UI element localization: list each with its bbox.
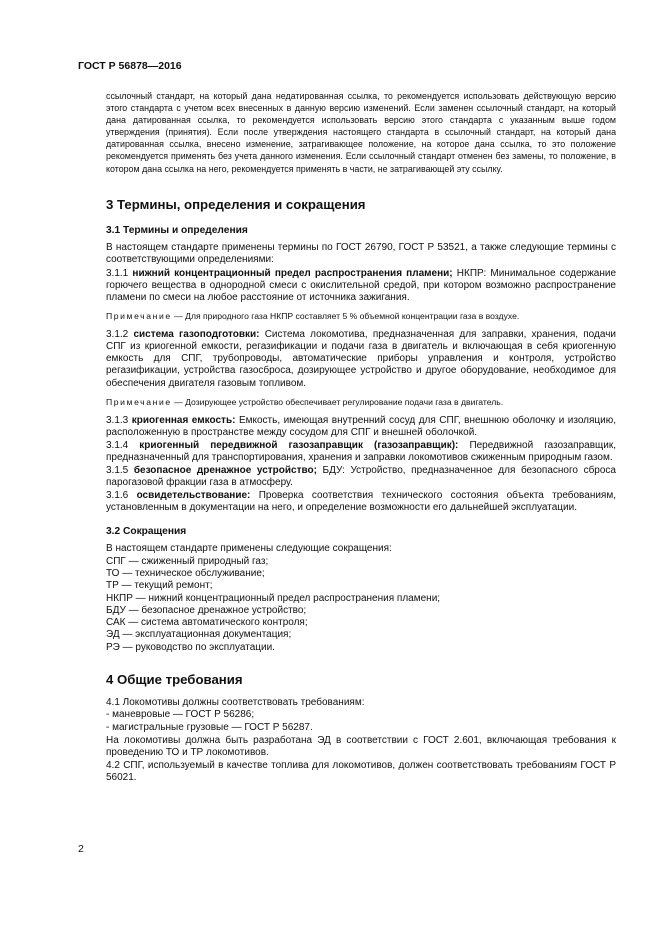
term-3-1-1: 3.1.1 нижний концентрационный предел распространения пламени; НКПР: Минимальное содержание горючего вещества в однородной смеси с окислительной средой, при котором возможно распространение пламени по смеси на любое расстояние от источника зажигания. — [106, 267, 617, 304]
abbreviation-item: ТР — текущий ремонт; — [106, 580, 213, 592]
page-number: 2 — [78, 843, 84, 855]
note-1: Примечание — Для природного газа НКПР составляет 5 % объемной концентрации газа в воздухе. — [106, 311, 520, 322]
terms-intro-paragraph: В настоящем стандарте применены термины по ГОСТ 26790, ГОСТ Р 53521, а также следующие термины с соответствующими определениями: — [106, 241, 616, 265]
subsection-3-1-title: 3.1 Термины и определения — [106, 224, 248, 236]
section-3-title: 3 Термины, определения и сокращения — [106, 196, 366, 212]
req-4-2: 4.2 СПГ, используемый в качестве топлива для локомотивов, должен соответствовать требованиям ГОСТ Р 56021. — [106, 760, 616, 784]
intro-paragraph: ссылочный стандарт, на который дана недатированная ссылка, то рекомендуется использовать действующую версию этого стандарта с учетом всех внесенных в данную версию изменений. Если заменен ссылочный стандарт, на который дана датированная ссылка, то рекомендуется использовать версию этого стандарта с указанным выше годом утверждения (принятия). Если после утверждения настоящего стандарта в ссылочный стандарт, на который дана датированная ссылка, внесено изменение, затрагивающее положение, на которое дана ссылка, то это положение рекомендуется применять без учета данного изменения. Если ссылочный стандарт отменен без замены, то положение, в котором дана ссылка на него, рекомендуется применять в части, не затрагивающей эту ссылку. — [106, 91, 616, 174]
abbreviations-intro: В настоящем стандарте применены следующие сокращения: — [106, 543, 392, 555]
note-2: Примечание — Дозирующее устройство обеспечивает регулирование подачи газа в двигатель. — [106, 396, 504, 407]
term-3-1-2: 3.1.2 система газоподготовки: Система локомотива, предназначенная для заправки, хранения, подачи СПГ из криогенной емкости, регазификации и подачи газа в двигатель и включающая в себя криогенную емкость для СПГ, трубопроводы, автоматические приборы управления и контроля, устройство регазификации, устройства газосброса, дозирующее устройство и другое оборудование, необходимое для обеспечения двигателя газовым топливом. — [106, 329, 616, 389]
document-body — [106, 90, 616, 784]
term-3-1-4: 3.1.4 криогенный передвижной газозаправщик (газозаправщик): Передвижной газозаправщик, предназначенный для транспортирования, хранения и заправки локомотивов сжиженным природным газом. — [106, 439, 616, 463]
abbreviation-item: ТО — техническое обслуживание; — [106, 567, 265, 579]
subsection-3-2-title: 3.2 Сокращения — [106, 526, 187, 538]
term-3-1-3: 3.1.3 криогенная емкость: Емкость, имеющая внутренний сосуд для СПГ, внешнюю оболочку и изоляцию, расположенную в пространстве между сосудом для СПГ и внешней оболочкой. — [106, 414, 617, 438]
section-4-title: 4 Общие требования — [106, 672, 243, 688]
abbreviation-item: ЭД — эксплуатационная документация; — [106, 629, 292, 641]
term-3-1-5: 3.1.5 безопасное дренажное устройство; БДУ: Устройство, предназначенное для безопасного сброса парогазовой фракции газа в атмосферу. — [106, 464, 616, 489]
req-4-1-item-1: - маневровые — ГОСТ Р 56286; — [106, 709, 255, 721]
abbreviation-item: САК — система автоматического контроля; — [106, 617, 308, 629]
abbreviations-list — [106, 556, 616, 654]
req-4-1-item-2: - магистральные грузовые — ГОСТ Р 56287. — [106, 721, 313, 733]
document-header: ГОСТ Р 56878—2016 — [78, 60, 182, 72]
req-4-1-ed: На локомотивы должна быть разработана ЭД в соответствии с ГОСТ 2.601, включающая требования к проведению ТО и ТР локомотивов. — [106, 734, 616, 758]
abbreviation-item: БДУ — безопасное дренажное устройство; — [106, 604, 307, 616]
term-3-1-6: 3.1.6 освидетельствование: Проверка соответствия технического состояния объекта требованиям, установленным в документации на него, и определение возможности его дальнейшей эксплуатации. — [106, 490, 616, 514]
abbreviation-item: СПГ — сжиженный природный газ; — [106, 555, 269, 567]
req-4-1: 4.1 Локомотивы должны соответствовать требованиям: — [106, 697, 365, 709]
abbreviation-item: НКПР — нижний концентрационный предел распространения пламени; — [106, 592, 441, 604]
abbreviation-item: РЭ — руководство по эксплуатации. — [106, 641, 275, 653]
